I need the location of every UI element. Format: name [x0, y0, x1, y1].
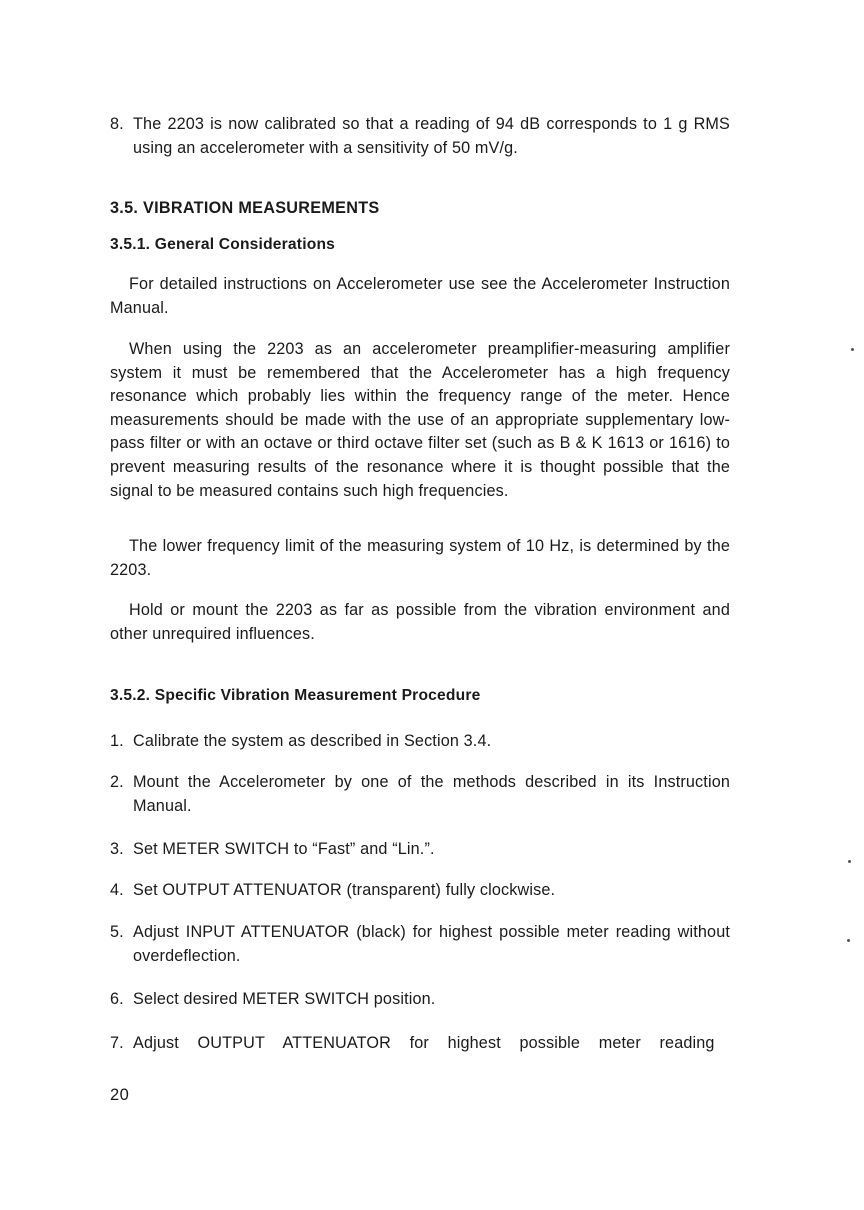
procedure-step	[110, 921, 730, 968]
step-number: 8.	[110, 115, 124, 133]
step-text: Mount the Accelerometer by one of the methods described in its Instruction Manual.	[133, 773, 730, 815]
step-number: 7.	[110, 1034, 124, 1052]
scan-speck	[851, 348, 854, 351]
subsection-heading-general: 3.5.1. General Considerations	[110, 236, 336, 253]
step-text: Set OUTPUT ATTENUATOR (transparent) fully clockwise.	[133, 881, 556, 899]
paragraph: When using the 2203 as an accelerometer preamplifier-measuring amplifier system it must be remembered that the Accelerometer has a high frequency resonance which probably lies within the frequency range of the meter. Hence measurements should be made with the use of an appropriate supplementary low-pass filter or with an octave or third octave filter set (such as B & K 1613 or 1616) to prevent measuring results of the resonance where it is thought possible that the signal to be measured contains such high frequencies.	[110, 340, 730, 500]
step-number: 3.	[110, 840, 124, 858]
scan-speck	[848, 860, 851, 863]
step-number: 6.	[110, 990, 124, 1008]
step-text: Adjust OUTPUT ATTENUATOR for highest possible meter reading	[133, 1034, 715, 1052]
step-number: 1.	[110, 732, 124, 750]
step-number: 5.	[110, 923, 124, 941]
step-number: 2.	[110, 773, 124, 791]
step-number: 4.	[110, 881, 124, 899]
procedure-step	[110, 771, 730, 818]
page-number: 20	[110, 1086, 130, 1104]
procedure-step	[110, 730, 730, 754]
step-text: The 2203 is now calibrated so that a reading of 94 dB corresponds to 1 g RMS using an accelerometer with a sensitivity of 50 mV/g.	[133, 115, 730, 157]
procedure-step	[110, 1032, 730, 1056]
paragraph: For detailed instructions on Accelerometer use see the Accelerometer Instruction Manual.	[110, 275, 730, 317]
procedure-step	[110, 988, 730, 1012]
scan-speck	[847, 939, 850, 942]
calibration-step-8	[110, 113, 730, 160]
subsection-heading-procedure: 3.5.2. Specific Vibration Measurement Procedure	[110, 687, 481, 704]
procedure-step	[110, 879, 730, 903]
step-text: Select desired METER SWITCH position.	[133, 990, 436, 1008]
section-heading: 3.5. VIBRATION MEASUREMENTS	[110, 199, 380, 217]
step-text: Calibrate the system as described in Section 3.4.	[133, 732, 492, 750]
step-text: Set METER SWITCH to “Fast” and “Lin.”.	[133, 840, 435, 858]
paragraph: The lower frequency limit of the measuring system of 10 Hz, is determined by the 2203.	[110, 537, 730, 579]
procedure-step	[110, 838, 730, 862]
step-text: Adjust INPUT ATTENUATOR (black) for highest possible meter reading without overdeflection.	[133, 923, 730, 965]
paragraph: Hold or mount the 2203 as far as possible from the vibration environment and other unrequired influences.	[110, 601, 730, 643]
